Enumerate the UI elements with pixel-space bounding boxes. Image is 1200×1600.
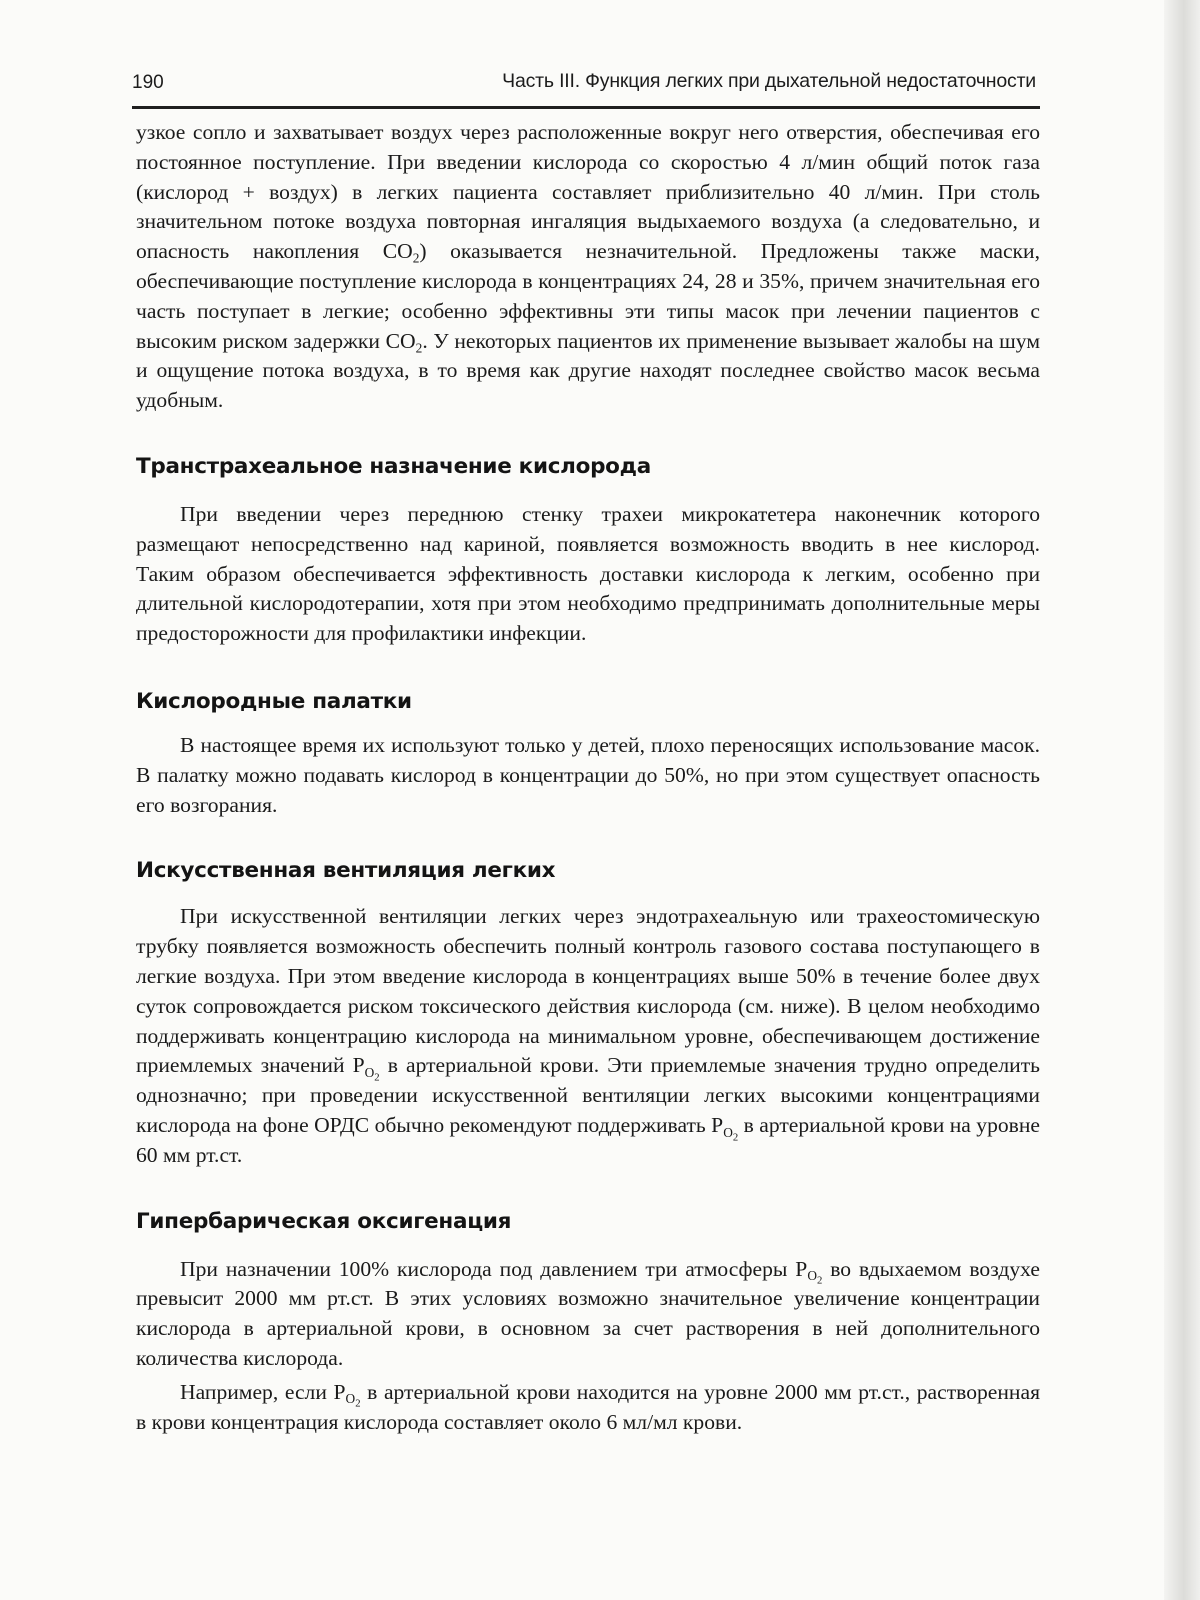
- heading-mechanical-ventilation: Искусственная вентиляция легких: [136, 858, 556, 884]
- page-edge-shadow: [1164, 0, 1200, 1600]
- page-body: [136, 118, 1040, 1437]
- transtracheal-paragraph: При введении через переднюю стенку трахеи микрокатетера наконечник которого размещают непосредственно над кариной, появляется возможность вводить в нее кислород. Таким образом обеспечивается эффективность доставки кислорода к легким, особенно при длительной кислородотерапии, хотя при этом необходимо предпринимать дополнительные меры предосторожности для профилактики инфекции.: [136, 501, 1040, 646]
- heading-transtracheal: Транстрахеальное назначение кислорода: [136, 453, 651, 479]
- running-header: [132, 68, 1040, 109]
- hyperbaric-paragraph-1: При назначении 100% кислорода под давлением три атмосферы $P_{O_2}$ во вдыхаемом воздухе превысит 2000 мм рт.ст. В этих условиях возможно значительное увеличение концентрации кислорода в артериальной крови, в основном за счет растворения в ней дополнительного количества кислорода.: [136, 1256, 1040, 1370]
- oxygen-tents-paragraph: В настоящее время их используют только у детей, плохо переносящих использование масок. В палатку можно подавать кислород в концентрации до 50%, но при этом существует опасность его возгорания.: [136, 732, 1040, 817]
- mechanical-ventilation-paragraph: При искусственной вентиляции легких через эндотрахеальную или трахеостомическую трубку появляется возможность обеспечить полный контроль газового состава поступающего в легкие воздуха. При этом введение кислорода в концентрациях выше 50% в течение более двух суток сопровождается риском токсического действия кислорода (см. ниже). В целом необходимо поддерживать концентрацию кислорода на минимальном уровне, обеспечивающем достижение приемлемых значений $P_{O_2}$ в артериальной крови. Эти приемлемые значения трудно определить однозначно; при проведении искусственной вентиляции легких высокими концентрациями кислорода на фоне ОРДС обычно рекомендуют поддерживать $P_{O_2}$ в артериальной крови на уровне 60 мм рт.ст.: [136, 904, 1041, 1167]
- heading-oxygen-tents: Кислородные палатки: [136, 688, 412, 714]
- hyperbaric-paragraph-2: Например, если $P_{O_2}$ в артериальной крови находится на уровне 2000 мм рт.ст., растворенная в крови концентрация кислорода составляет около 6 мл/мл крови.: [136, 1379, 1041, 1434]
- running-title: Часть III. Функция легких при дыхательной недостаточности: [502, 70, 1036, 92]
- page-number: 190: [132, 72, 164, 93]
- heading-hyperbaric-oxygenation: Гипербарическая оксигенация: [136, 1208, 512, 1234]
- intro-paragraph: узкое сопло и захватывает воздух через расположенные вокруг него отверстия, обеспечивая его постоянное поступление. При введении кислорода со скоростью 4 л/мин общий поток газа (кислород + воздух) в легких пациента составляет приблизительно 40 л/мин. При столь значительном потоке воздуха повторная ингаляция выдыхаемого воздуха (а следовательно, и опасность накопления $CO_2$) оказывается незначительной. Предложены также маски, обеспечивающие поступление кислорода в концентрациях 24, 28 и 35%, причем значительная его часть поступает в легкие; особенно эффективны эти типы масок при лечении пациентов с высоким риском задержки $CO_2$. У некоторых пациентов их применение вызывает жалобы на шум и ощущение потока воздуха, в то время как другие находят последнее свойство масок весьма удобным.: [136, 120, 1040, 413]
